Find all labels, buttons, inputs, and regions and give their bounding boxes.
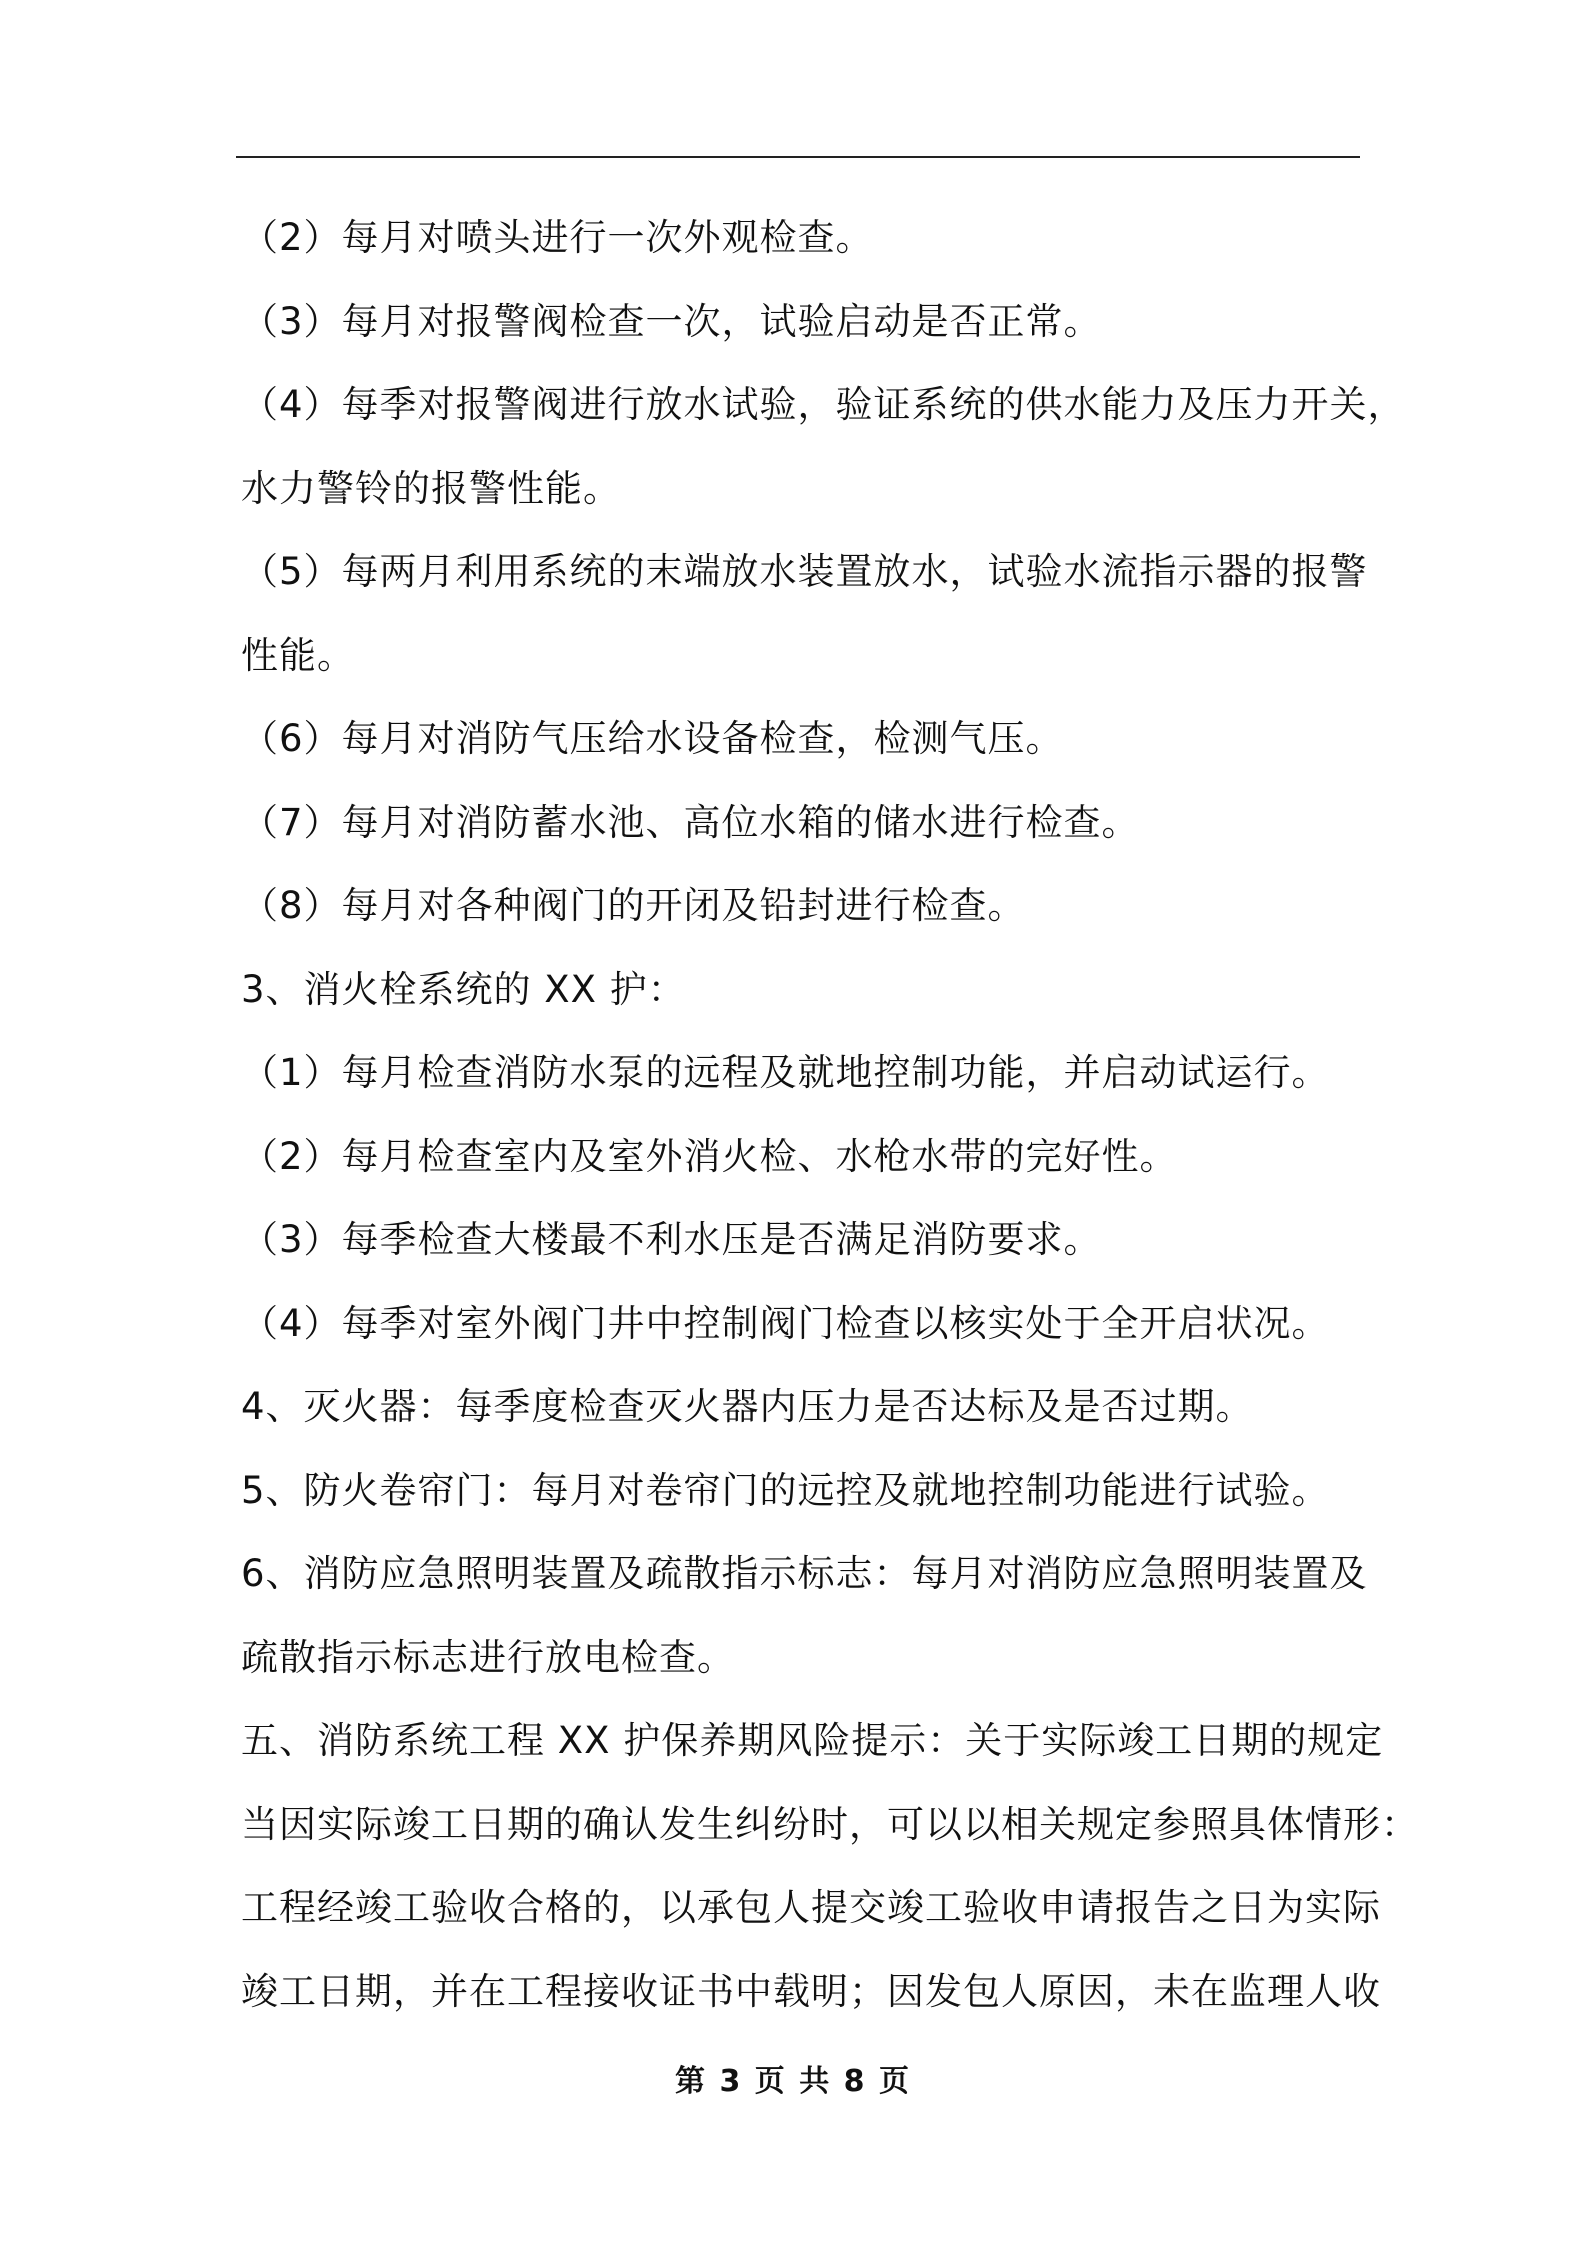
text-line: 4、灭火器：每季度检查灭火器内压力是否达标及是否过期。 (241, 1385, 1254, 1428)
text-line: 性能。 (241, 633, 355, 677)
text-line: 竣工日期，并在工程接收证书中载明；因发包人原因，未在监理人收 (241, 1969, 1381, 2013)
text-line: 3、消火栓系统的 XX 护： (241, 967, 686, 1011)
text-line: （4）每季对报警阀进行放水试验，验证系统的供水能力及压力开关， (241, 383, 1406, 426)
text-line: 疏散指示标志进行放电检查。 (241, 1635, 735, 1679)
text-line: （7）每月对消防蓄水池、高位水箱的储水进行检查。 (241, 800, 1140, 844)
text-line: 当因实际竣工日期的确认发生纠纷时，可以以相关规定参照具体情形： (241, 1802, 1419, 1846)
text-line: 6、消防应急照明装置及疏散指示标志：每月对消防应急照明装置及 (241, 1552, 1368, 1595)
text-line: （8）每月对各种阀门的开闭及铅封进行检查。 (241, 884, 1026, 927)
text-line: （3）每季检查大楼最不利水压是否满足消防要求。 (241, 1218, 1102, 1261)
text-line: （6）每月对消防气压给水设备检查，检测气压。 (241, 717, 1064, 760)
document-body (241, 196, 1419, 2033)
text-line: 五、消防系统工程 XX 护保养期风险提示：关于实际竣工日期的规定 (241, 1719, 1384, 1762)
text-line: （3）每月对报警阀检查一次，试验启动是否正常。 (241, 299, 1102, 343)
page-number: 第 3 页 共 8 页 (675, 2064, 911, 2099)
header-rule (236, 156, 1360, 158)
text-line: 水力警铃的报警性能。 (241, 466, 621, 510)
text-line: 工程经竣工验收合格的，以承包人提交竣工验收申请报告之日为实际 (241, 1886, 1381, 1929)
text-line: （1）每月检查消防水泵的远程及就地控制功能，并启动试运行。 (241, 1051, 1330, 1094)
text-line: （2）每月检查室内及室外消火检、水枪水带的完好性。 (241, 1134, 1178, 1178)
text-line: （5）每两月利用系统的末端放水装置放水，试验水流指示器的报警 (241, 550, 1368, 593)
text-line: 5、防火卷帘门：每月对卷帘门的远控及就地控制功能进行试验。 (241, 1468, 1330, 1512)
text-line: （2）每月对喷头进行一次外观检查。 (241, 216, 874, 259)
text-line: （4）每季对室外阀门井中控制阀门检查以核实处于全开启状况。 (241, 1301, 1330, 1345)
